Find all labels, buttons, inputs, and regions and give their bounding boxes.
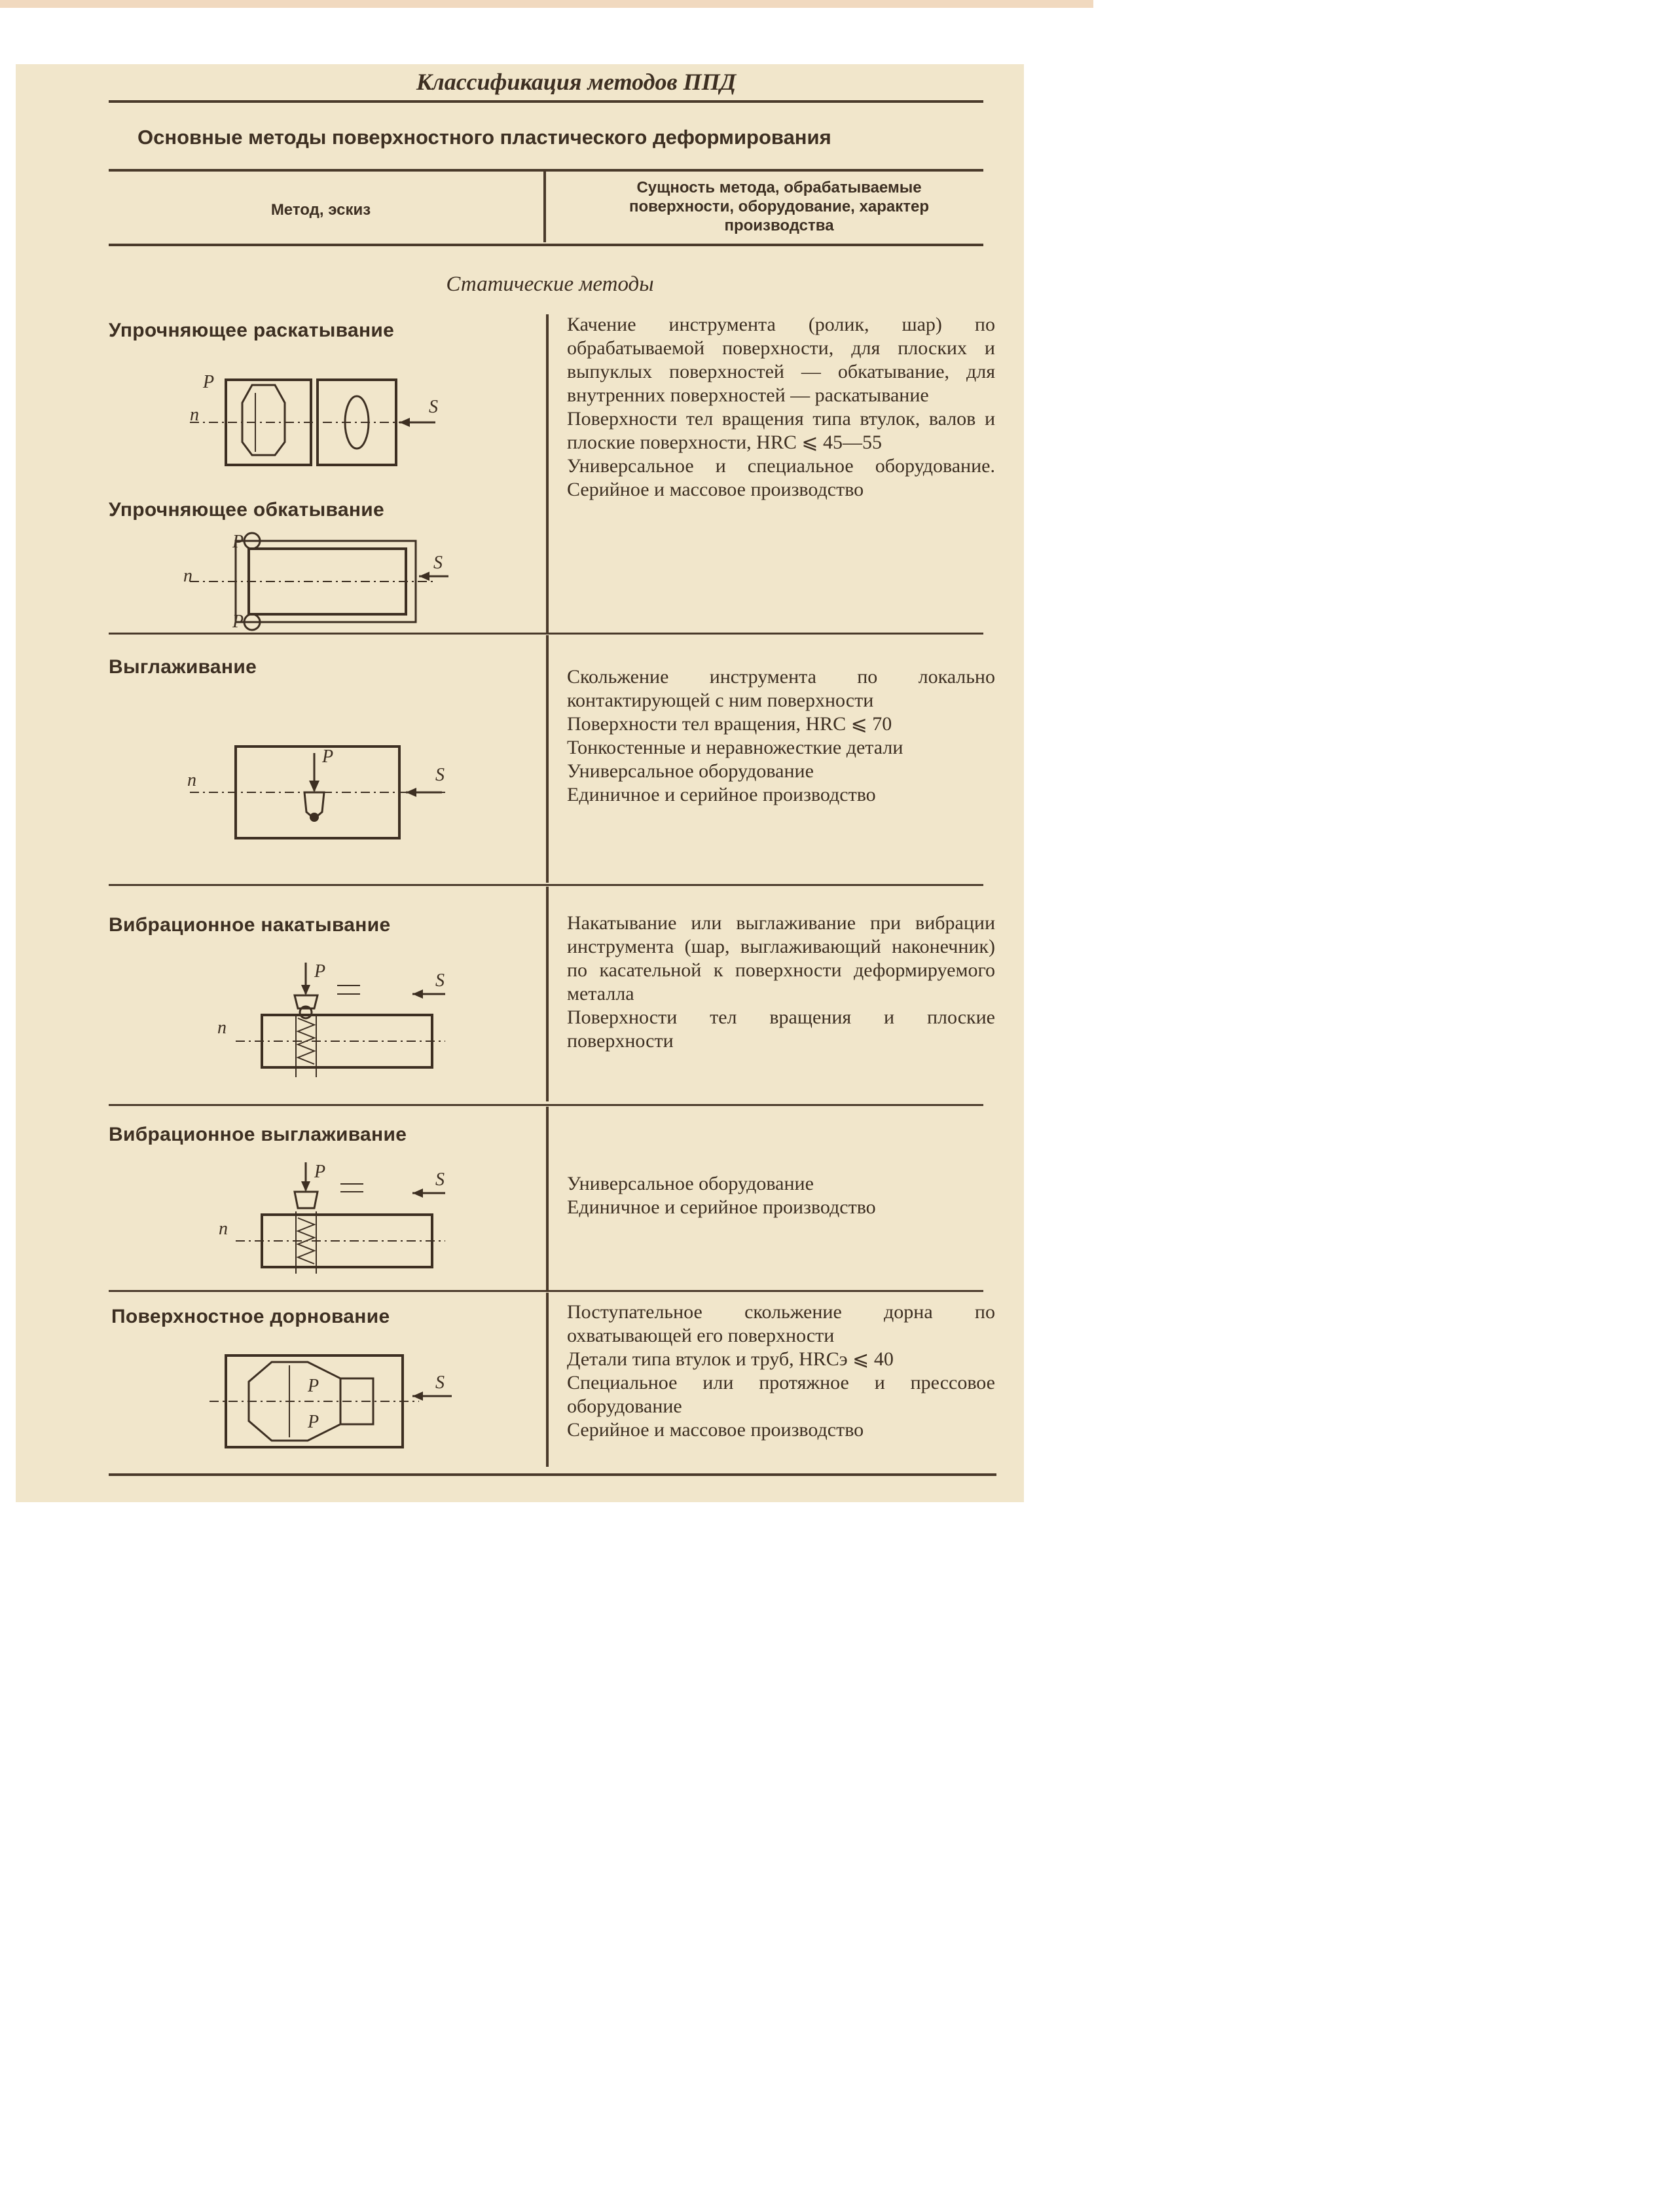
description-line: Поверхности тел вращения и плоские поверхности [567,1006,995,1052]
method-name-rolling-inner: Упрочняющее раскатывание [109,320,395,341]
sketch-label-p: P [232,612,244,632]
description-line: Специальное или протяжное и прессовое оборудование [567,1372,995,1417]
sketch-label-n: n [219,1219,228,1239]
description-line: Накатывание или выглаживание при вибрации инструмента (шар, выглаживающий наконечник) по касательной к поверхности деформируемого металла [567,912,995,1005]
description-vibro-rolling [567,912,995,1053]
sketch-mandrelling [210,1349,484,1454]
row-1-rule [109,633,983,635]
sketch-vibro-burnishing [210,1159,471,1290]
description-line: Универсальное оборудование [567,1173,814,1194]
sketch-label-s: S [429,397,438,417]
method-name-rolling-outer: Упрочняющее обкатывание [109,499,384,521]
description-burnishing [567,665,995,807]
sketch-vibro-rolling [210,956,471,1087]
rule-top [109,100,983,103]
column-header-essence: Сущность метода, обрабатываемые поверхности, оборудование, характер производства [629,179,929,234]
rule-bottom [109,1473,996,1476]
row-3-rule [109,1104,983,1106]
description-line: Универсальное оборудование [567,760,814,782]
description-line: Поверхности тел вращения, HRC ⩽ 70 [567,713,892,735]
sketch-label-s: S [435,970,445,991]
sketch-label-s: S [435,1373,445,1393]
description-vibro-burnishing [567,1172,995,1219]
method-name-mandrelling: Поверхностное дорнование [111,1306,390,1327]
sketch-label-p: P [308,1412,319,1432]
method-name-burnishing: Выглаживание [109,656,257,678]
sketch-label-s: S [433,553,443,573]
row-5-divider [546,1293,549,1467]
row-4-divider [546,1107,549,1290]
description-mandrelling [567,1300,995,1442]
row-2-rule [109,884,983,886]
sketch-burnishing [183,733,458,851]
sketch-label-p: P [203,372,215,392]
sketch-label-n: n [217,1018,227,1038]
description-line: Единичное и серийное производство [567,784,876,805]
method-name-vibro-burnishing: Вибрационное выглаживание [109,1124,407,1145]
row-4-rule [109,1290,983,1292]
section-label-static: Статические методы [446,272,654,296]
sketch-roller-rolling [177,529,458,634]
sketch-label-s: S [435,765,445,785]
row-2-divider [546,635,549,883]
rule-header-top [109,169,983,172]
sketch-label-s: S [435,1170,445,1190]
table-caption: Основные методы поверхностного пластического деформирования [137,126,831,149]
column-header-method: Метод, эскиз [270,201,371,219]
sketch-roller-burnishing [177,367,458,471]
header-divider [543,172,546,242]
description-line: Качение инструмента (ролик, шар) по обрабатываемой поверхности, для плоских и выпуклых поверхностей — обкатывание, для внутренних поверхностей — раскатывание [567,314,995,406]
sketch-label-n: n [190,405,199,425]
page-title: Классификация методов ППД [416,69,737,95]
description-line: Скольжение инструмента по локально контактирующей с ним поверхности [567,666,995,711]
row-3-divider [546,887,549,1101]
description-line: Единичное и серийное производство [567,1196,876,1218]
top-scan-strip [0,0,1093,8]
description-line: Поступательное скольжение дорна по охватывающей его поверхности [567,1301,995,1346]
sketch-label-n: n [187,770,196,790]
row-1-divider [546,314,549,633]
description-line: Детали типа втулок и труб, HRCэ ⩽ 40 [567,1348,894,1370]
description-line: Универсальное и специальное оборудование. Серийное и массовое производство [567,455,995,500]
description-line: Поверхности тел вращения типа втулок, валов и плоские поверхности, HRC ⩽ 45—55 [567,408,995,453]
rule-header-bottom [109,244,983,246]
sketch-label-p: P [314,961,326,982]
sketch-label-p: P [232,532,244,552]
description-line: Тонкостенные и неравножесткие детали [567,737,903,758]
method-name-vibro-rolling: Вибрационное накатывание [109,914,391,936]
sketch-label-p: P [314,1162,326,1182]
sketch-label-p: P [322,747,334,767]
description-line: Серийное и массовое производство [567,1419,864,1441]
description-rolling [567,313,995,502]
sketch-label-p: P [308,1376,319,1396]
sketch-label-n: n [183,566,192,586]
